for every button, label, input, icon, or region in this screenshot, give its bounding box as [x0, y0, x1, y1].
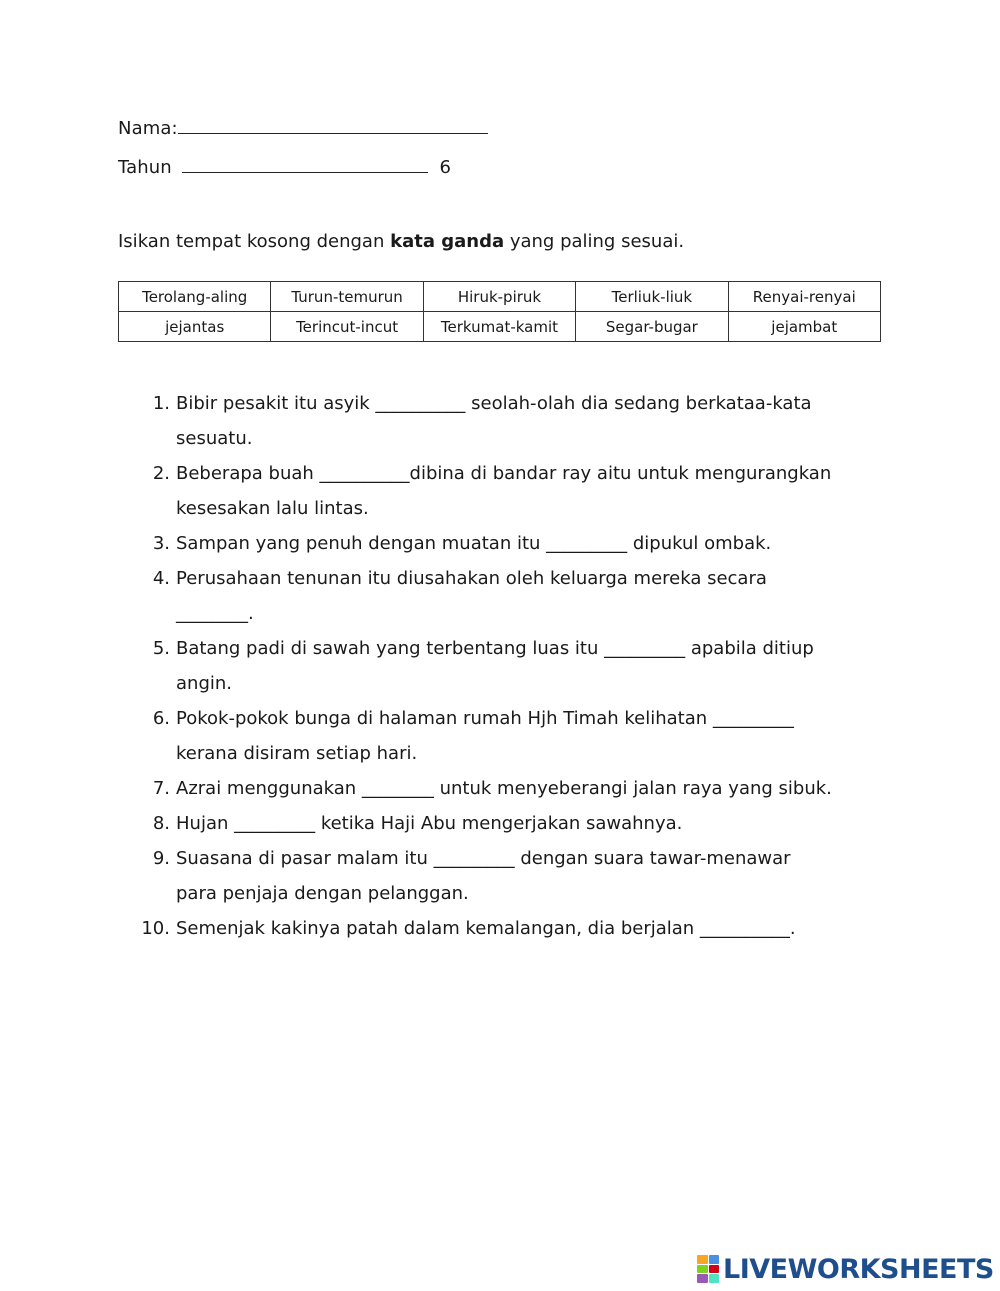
logo-block [709, 1255, 720, 1264]
logo-block [709, 1274, 720, 1283]
question-text-line: Sampan yang penuh dengan muatan itu _________ dipukul ombak. [176, 533, 772, 554]
name-label: Nama: [118, 118, 178, 139]
name-field-line [118, 118, 488, 139]
question-number: 4. [152, 568, 170, 589]
question-text-line: Hujan _________ ketika Haji Abu mengerjakan sawahnya. [176, 813, 683, 834]
word-bank-cell: Turun-temurun [271, 282, 423, 312]
word-bank-cell: Terolang-aling [119, 282, 271, 312]
brand-name: LIVEWORKSHEETS [723, 1253, 994, 1285]
question-item [140, 561, 900, 631]
question-text-line: ________. [176, 603, 254, 624]
word-bank-cell: Terkumat-kamit [423, 312, 575, 342]
question-text-line: Perusahaan tenunan itu diusahakan oleh keluarga mereka secara [176, 568, 767, 589]
logo-block [697, 1274, 708, 1283]
word-bank-cell: Hiruk-piruk [423, 282, 575, 312]
word-bank-cell: Terliuk-liuk [576, 282, 728, 312]
question-number: 6. [152, 708, 170, 729]
question-number: 9. [152, 848, 170, 869]
question-text-line: kerana disiram setiap hari. [176, 743, 418, 764]
question-number: 1. [152, 393, 170, 414]
question-item [140, 806, 900, 841]
word-bank-cell: jejantas [119, 312, 271, 342]
question-item [140, 701, 900, 771]
question-text-line: Semenjak kakinya patah dalam kemalangan, dia berjalan __________. [176, 918, 796, 939]
question-number: 5. [152, 638, 170, 659]
logo-block [697, 1265, 708, 1274]
year-blank[interactable] [182, 158, 428, 173]
question-number: 8. [152, 813, 170, 834]
question-text-line: Batang padi di sawah yang terbentang luas itu _________ apabila ditiup [176, 638, 814, 659]
question-text-line: Pokok-pokok bunga di halaman rumah Hjh Timah kelihatan _________ [176, 708, 794, 729]
year-field-line [118, 157, 451, 178]
word-bank-row [119, 312, 881, 342]
instruction-bold: kata ganda [390, 231, 505, 252]
word-bank-cell: Terincut-incut [271, 312, 423, 342]
question-item [140, 631, 900, 701]
word-bank-table [118, 281, 881, 342]
question-text-line: kesesakan lalu lintas. [176, 498, 369, 519]
question-number: 3. [152, 533, 170, 554]
question-item [140, 911, 900, 946]
year-label: Tahun [118, 157, 172, 178]
question-item [140, 841, 900, 911]
question-text-line: Beberapa buah __________dibina di bandar ray aitu untuk mengurangkan [176, 463, 832, 484]
question-text-line: sesuatu. [176, 428, 253, 449]
word-bank-row [119, 282, 881, 312]
question-number: 10. [141, 918, 170, 939]
question-text-line: angin. [176, 673, 232, 694]
year-value: 6 [439, 157, 451, 178]
name-blank[interactable] [178, 119, 488, 134]
brand-footer [697, 1253, 994, 1285]
question-text-line: Azrai menggunakan ________ untuk menyeberangi jalan raya yang sibuk. [176, 778, 832, 799]
question-item [140, 526, 900, 561]
question-text-line: Bibir pesakit itu asyik __________ seolah-olah dia sedang berkataa-kata [176, 393, 812, 414]
logo-block [709, 1265, 720, 1274]
liveworksheets-logo-icon [697, 1255, 719, 1283]
word-bank-cell: Segar-bugar [576, 312, 728, 342]
question-text-line: Suasana di pasar malam itu _________ dengan suara tawar-menawar [176, 848, 791, 869]
question-item [140, 771, 900, 806]
word-bank-cell: Renyai-renyai [728, 282, 880, 312]
question-text-line: para penjaja dengan pelanggan. [176, 883, 469, 904]
question-list [140, 386, 900, 946]
question-item [140, 456, 900, 526]
question-item [140, 386, 900, 456]
question-number: 2. [152, 463, 170, 484]
instruction-suffix: yang paling sesuai. [504, 231, 685, 252]
logo-block [697, 1255, 708, 1264]
instruction-prefix: Isikan tempat kosong dengan [118, 231, 391, 252]
instruction-text [118, 231, 684, 252]
word-bank-cell: jejambat [728, 312, 880, 342]
question-number: 7. [152, 778, 170, 799]
